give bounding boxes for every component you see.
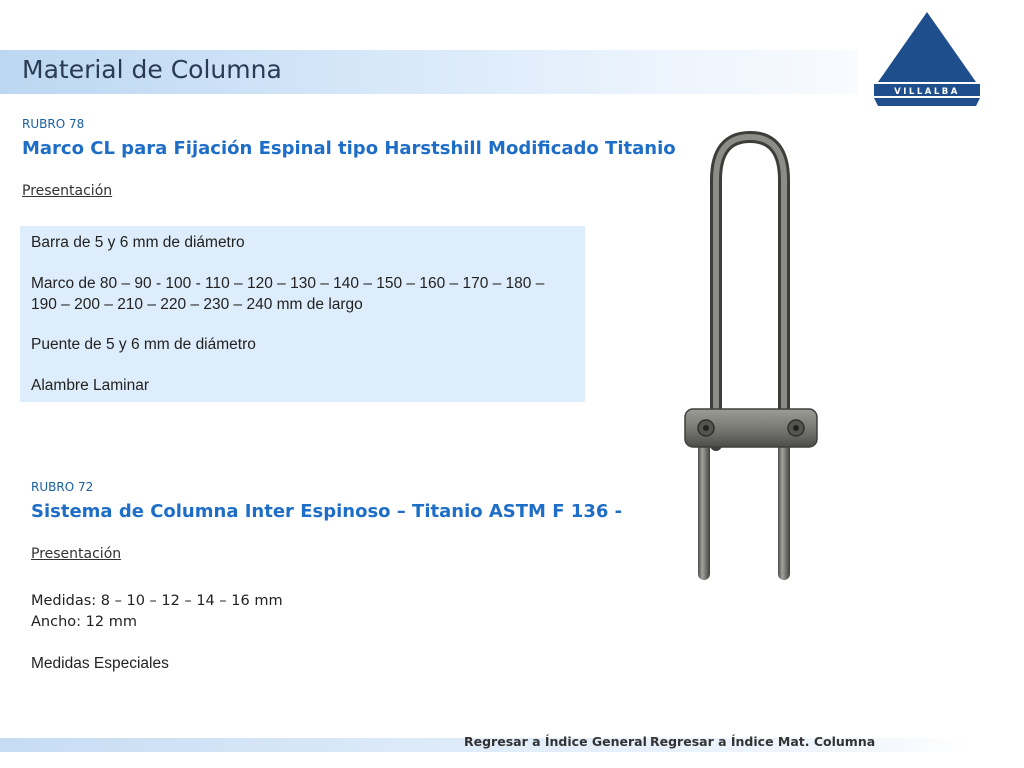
svg-text:VILLALBA: VILLALBA xyxy=(894,87,960,97)
rubro-78-info-box xyxy=(20,226,585,402)
logo-triangle xyxy=(878,12,976,82)
rubro-78-line-marco: Marco de 80 – 90 - 100 - 110 – 120 – 130 – 140 – 150 – 160 – 170 – 180 – xyxy=(31,275,545,292)
rubro-78-presentacion: Presentación xyxy=(22,183,113,199)
rubro-72-line-especiales: Medidas Especiales xyxy=(31,655,169,672)
rubro-72-presentacion: Presentación xyxy=(31,546,122,562)
rubro-72-title: Sistema de Columna Inter Espinoso – Titanio ASTM F 136 - xyxy=(31,501,623,522)
titanium-frame-image xyxy=(670,125,830,595)
rubro-72-label: RUBRO 72 xyxy=(31,480,94,494)
link-indice-general[interactable]: Regresar a Índice General xyxy=(464,734,647,749)
rubro-78-title: Marco CL para Fijación Espinal tipo Harstshill Modificado Titanio xyxy=(22,138,676,159)
rubro-78-line-barra: Barra de 5 y 6 mm de diámetro xyxy=(31,234,245,251)
logo-base xyxy=(874,98,980,106)
rubro-72-line-ancho: Ancho: 12 mm xyxy=(31,614,137,630)
link-indice-columna[interactable]: Regresar a Índice Mat. Columna xyxy=(650,734,876,749)
rubro-72-line-medidas: Medidas: 8 – 10 – 12 – 14 – 16 mm xyxy=(31,593,283,609)
rubro-78-line-alambre: Alambre Laminar xyxy=(31,377,150,394)
page-title: Material de Columna xyxy=(22,55,282,84)
rubro-78-label: RUBRO 78 xyxy=(22,117,85,131)
rubro-78-line-puente: Puente de 5 y 6 mm de diámetro xyxy=(31,336,256,353)
rubro-78-line-marco-cont: 190 – 200 – 210 – 220 – 230 – 240 mm de largo xyxy=(31,296,363,313)
villalba-logo xyxy=(872,10,982,112)
